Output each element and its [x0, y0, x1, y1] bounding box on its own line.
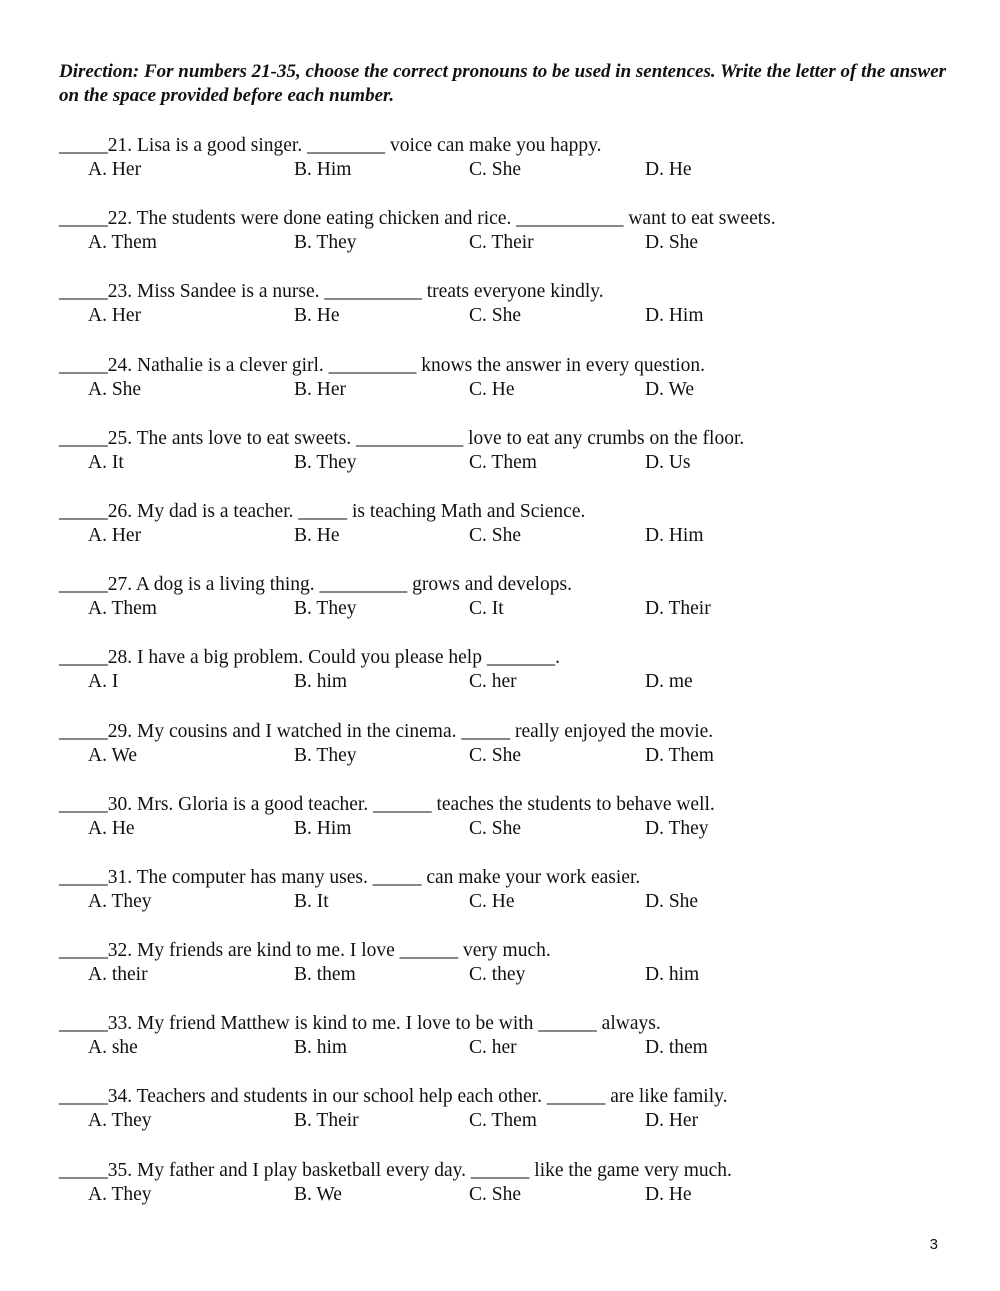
question-34 [59, 1085, 959, 1158]
option-a: A. Them [88, 232, 157, 254]
option-d: D. They [645, 817, 709, 839]
question-list [59, 134, 959, 1232]
question-21 [59, 134, 959, 207]
option-b: B. They [294, 451, 357, 473]
answer-options [59, 670, 959, 694]
answer-options [59, 451, 959, 475]
option-d: D. them [645, 1037, 708, 1059]
option-a: A. Her [88, 305, 142, 327]
answer-options [59, 1109, 959, 1133]
page-number: 3 [929, 1236, 938, 1253]
question-stem: _____31. The computer has many uses. _____ can make your work easier. [59, 866, 641, 888]
answer-options [59, 817, 959, 841]
answer-options [59, 597, 959, 621]
option-d: D. Him [645, 305, 704, 327]
question-stem: _____25. The ants love to eat sweets. ___________ love to eat any crumbs on the floor. [59, 427, 745, 449]
answer-options [59, 231, 959, 255]
option-c: C. Them [469, 451, 537, 473]
option-a: A. She [88, 378, 142, 400]
option-c: C. She [469, 817, 522, 839]
question-33 [59, 1012, 959, 1085]
option-d: D. He [645, 1183, 692, 1205]
option-d: D. We [645, 378, 694, 400]
option-a: A. Them [88, 598, 157, 620]
answer-options [59, 744, 959, 768]
option-c: C. Their [469, 232, 534, 254]
question-stem: _____33. My friend Matthew is kind to me. I love to be with ______ always. [59, 1013, 661, 1035]
answer-options [59, 524, 959, 548]
option-c: C. her [469, 671, 517, 693]
option-c: C. She [469, 744, 522, 766]
option-b: B. Her [294, 378, 346, 400]
option-b: B. They [294, 744, 357, 766]
answer-options [59, 1183, 959, 1207]
option-b: B. Him [294, 159, 352, 180]
option-b: B. them [294, 964, 356, 986]
option-b: B. It [294, 890, 329, 912]
question-stem: _____23. Miss Sandee is a nurse. __________ treats everyone kindly. [59, 281, 604, 303]
option-a: A. We [88, 744, 137, 766]
option-d: D. Them [645, 744, 714, 766]
option-a: A. It [88, 451, 124, 473]
question-stem: _____28. I have a big problem. Could you please help _______. [59, 647, 560, 669]
option-d: D. me [645, 671, 693, 693]
option-c: C. they [469, 964, 526, 986]
option-b: B. him [294, 671, 348, 693]
option-d: D. She [645, 232, 699, 254]
question-stem: _____30. Mrs. Gloria is a good teacher. ______ teaches the students to behave well. [59, 793, 715, 815]
option-a: A. I [88, 671, 119, 693]
option-c: C. her [469, 1037, 517, 1059]
question-31 [59, 866, 959, 939]
option-c: C. She [469, 524, 522, 546]
option-d: D. Him [645, 524, 704, 546]
option-d: D. Her [645, 1110, 699, 1132]
option-d: D. Us [645, 451, 691, 473]
option-a: A. He [88, 817, 135, 839]
question-stem: _____34. Teachers and students in our school help each other. ______ are like family. [59, 1086, 728, 1108]
question-stem: _____24. Nathalie is a clever girl. _________ knows the answer in every question. [59, 354, 706, 376]
question-25 [59, 427, 959, 500]
question-23 [59, 280, 959, 353]
answer-options [59, 304, 959, 328]
question-stem: _____27. A dog is a living thing. _________ grows and develops. [59, 574, 572, 596]
answer-options [59, 963, 959, 987]
answer-options [59, 890, 959, 914]
question-stem: _____21. Lisa is a good singer. ________ voice can make you happy. [59, 135, 602, 156]
option-c: C. Them [469, 1110, 537, 1132]
option-a: A. They [88, 890, 152, 912]
question-27 [59, 573, 959, 646]
question-26 [59, 500, 959, 573]
option-a: A. Her [88, 159, 142, 180]
question-22 [59, 207, 959, 280]
question-32 [59, 939, 959, 1012]
option-b: B. He [294, 524, 340, 546]
option-b: B. They [294, 598, 357, 620]
question-stem: _____29. My cousins and I watched in the cinema. _____ really enjoyed the movie. [59, 720, 714, 742]
option-d: D. him [645, 964, 700, 986]
option-d: D. He [645, 159, 692, 180]
option-c: C. She [469, 305, 522, 327]
option-a: A. They [88, 1183, 152, 1205]
question-24 [59, 354, 959, 427]
option-c: C. She [469, 1183, 522, 1205]
answer-options [59, 1036, 959, 1060]
answer-options [59, 378, 959, 402]
question-28 [59, 646, 959, 719]
question-35 [59, 1159, 959, 1232]
option-a: A. she [88, 1037, 138, 1059]
option-b: B. Their [294, 1110, 359, 1132]
option-b: B. We [294, 1183, 342, 1205]
option-b: B. Him [294, 817, 352, 839]
option-c: C. She [469, 159, 522, 180]
option-b: B. He [294, 305, 340, 327]
option-c: C. He [469, 890, 515, 912]
option-b: B. him [294, 1037, 348, 1059]
question-stem: _____26. My dad is a teacher. _____ is teaching Math and Science. [59, 500, 586, 522]
answer-options [59, 158, 959, 182]
option-a: A. They [88, 1110, 152, 1132]
question-stem: _____22. The students were done eating chicken and rice. ___________ want to eat sweets. [59, 208, 776, 230]
option-d: D. She [645, 890, 699, 912]
question-30 [59, 793, 959, 866]
option-d: D. Their [645, 598, 711, 620]
option-a: A. their [88, 964, 148, 986]
question-stem: _____32. My friends are kind to me. I love ______ very much. [59, 940, 551, 962]
option-c: C. It [469, 598, 504, 620]
option-a: A. Her [88, 524, 142, 546]
question-29 [59, 720, 959, 793]
question-stem: _____35. My father and I play basketball every day. ______ like the game very much. [59, 1159, 732, 1181]
option-b: B. They [294, 232, 357, 254]
direction-text: Direction: For numbers 21-35, choose the correct pronouns to be used in sentences. Write the letter of the answer on the space provided before each number. [59, 61, 947, 106]
option-c: C. He [469, 378, 515, 400]
